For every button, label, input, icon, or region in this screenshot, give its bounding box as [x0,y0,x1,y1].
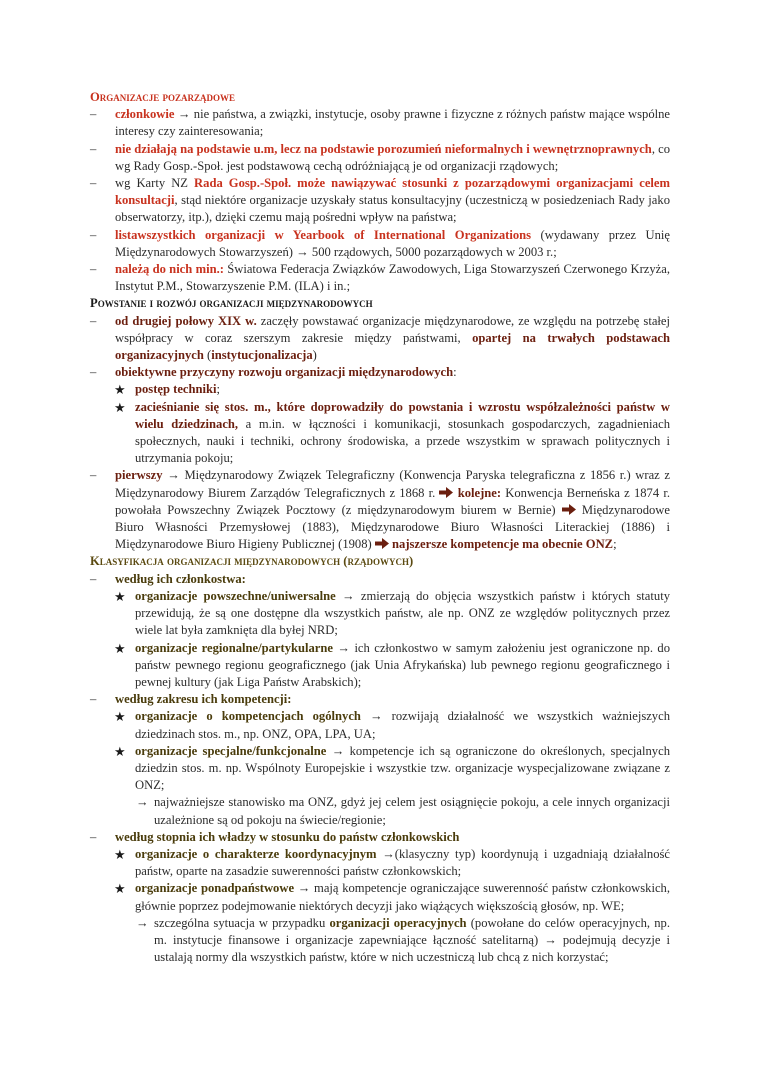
list-item: – wg Karty NZ Rada Gosp.-Społ. może nawiązywać stosunki z pozarządowymi organizacjami celem konsultacji, stąd niektóre organizacje uzyskały status konsultacyjny (uczestniczą w posiedzeniach Rady jako obserwatorzy, itp.), dzięki czemu mają pośredni wpływ na państwa; [90,176,670,225]
section-heading-classification: Klasyfikacja organizacji międzynarodowych (rządowych) [90,554,414,569]
list-item: – według ich członkostwa: [90,571,670,588]
sub-list-item: ★ zacieśnianie się stos. m., które doprowadziły do powstania i wzrostu współzależności państw w wielu dziedzinach, a m.in. w łączności i komunikacji, stosunkach gospodarczych, zagadnieniach społecznych, nauki i techniki, ochrony środowiska, a przede wszystkim w sprawach politycznych i utrzymania pokoju; [114,399,671,466]
star-bullet-icon: ★ [114,846,126,862]
dash-marker: – [90,262,97,277]
dash-marker: – [90,365,97,380]
sub-list-item: ★ organizacje o kompetencjach ogólnych → rozwijają działalność we wszystkich ważniejszych dziedzinach stos. m., np. ONZ, OPA, LPA, UA; [114,709,670,741]
right-bold-arrow-icon [375,538,389,549]
star-bullet-icon: ★ [114,382,126,398]
dash-marker: – [90,176,97,191]
list-item: – nie działają na podstawie u.m, lecz na podstawie porozumień nieformalnych i wewnętrznoprawnych, co wg Rady Gosp.-Społ. jest podstawową cechą odróżniającą je od organizacji rządowych; [90,141,671,173]
dash-marker: – [90,141,97,156]
dash-marker: – [90,313,97,328]
list-item: – listawszystkich organizacji w Yearbook of International Organizations (wydawany przez Unię Międzynarodowych Stowarzyszeń) → 500 rządowych, 5000 pozarządowych w 2003 r.; [90,227,670,259]
arrow-marker-icon: → [136,915,149,930]
sub-list-item: ★ organizacje o charakterze koordynacyjnym →(klasyczny typ) koordynują i uzgadniają działalność państw, oparte na zasadzie suwerenności państw członkowskich; [114,846,670,879]
star-bullet-icon: ★ [114,881,126,897]
dash-marker: – [90,468,97,483]
list-item: – według stopnia ich władzy w stosunku do państw członkowskich [90,829,670,846]
arrow-note: → najważniejsze stanowisko ma ONZ, gdyż jej celem jest osiągnięcie pokoju, a cele innych organizacji uzależnione są od pokoju na świecie/regionie; [136,795,670,827]
right-bold-arrow-icon [562,504,576,515]
document-body [90,89,670,966]
dash-marker: – [90,692,97,707]
dash-marker: – [90,829,97,844]
list-item: – członkowie → nie państwa, a związki, instytucje, osoby prawne i fizyczne z różnych państw mające wspólne interesy czy zainteresowania; [90,107,670,139]
section-heading-ngo: Organizacje pozarządowe [90,90,235,104]
sub-list-item: ★ postęp techniki; [114,382,221,398]
list-item: – od drugiej połowy XIX w. zaczęły powstawać organizacje międzynarodowe, ze względu na potrzebę stałej współpracy w coraz szerszym zakresie między państwami, opartej na trwałych podstawach organizacyjnych (instytucjonalizacja) [90,313,670,363]
arrow-note: → szczególna sytuacja w przypadku organizacji operacyjnych (powołane do celów operacyjnych, np. m. instytucje finansowe i organizacje zapewniające łączność satelitarną) → podejmują decyzje i ustalają normy dla wszystkich państw, które w nich uczestniczą lub chcą z nich korzystać; [136,915,670,965]
list-item: – pierwszy → Międzynarodowy Związek Telegraficzny (Konwencja Paryska telegraficzna z 1856 r.) wraz z Międzynarodowy Biurem Zarządów Telegraficznych z 1868 r. kolejne: Konwencja Berneńska z 1874 r. powołała Powszechny Związek Pocztowy (z międzynarodowym biurem w Bernie) Międzynarodowe Biuro Własności Przemysłowej (1883), Międzynarodowe Biuro Własności Literackiej (1886) i Międzynarodowe Biuro Higieny Publicznej (1908) najszersze kompetencje ma obecnie ONZ; [90,468,670,552]
dash-marker: – [90,107,97,122]
arrow-marker-icon: → [136,795,149,810]
sub-list-item: ★ organizacje regionalne/partykularne → ich członkostwo w samym założeniu jest ograniczone np. do państw pewnego regionu geograficznego (jak Unia Afrykańska) lub pewnego regionu geograficznego i pewnej kultury (jak Liga Państw Arabskich); [114,640,670,689]
star-bullet-icon: ★ [114,399,126,415]
right-bold-arrow-icon [439,487,453,498]
dash-marker: – [90,227,97,242]
section-heading-origins: Powstanie i rozwój organizacji międzynarodowych [90,296,373,311]
dash-marker: – [90,571,97,586]
sub-list-item: ★ organizacje powszechne/uniwersalne → zmierzają do objęcia wszystkich państw i których statuty przewidują, że są one dostępne dla wszystkich państw, ale np. ONZ ze względów politycznych przez wiele lat była zamknięta dla byłej NRD; [114,588,670,638]
star-bullet-icon: ★ [114,709,126,725]
star-bullet-icon: ★ [114,588,126,604]
star-bullet-icon: ★ [114,640,126,656]
list-item: – obiektywne przyczyny rozwoju organizacji międzynarodowych: [90,364,670,381]
sub-list-item: ★ organizacje ponadpaństwowe → mają kompetencje ograniczające suwerenność państw członkowskich, głównie poprzez podejmowanie niektórych decyzji jako wiążących większością głosów, np. WE; [114,881,670,913]
sub-list-item: ★ organizacje specjalne/funkcjonalne → kompetencje ich są ograniczone do określonych, specjalnych dziedzin stos. m. np. Wspólnoty Europejskie i wszystkie tzw. organizacje wyspecjalizowane związane z ONZ; [114,743,670,793]
star-bullet-icon: ★ [114,743,126,759]
list-item: – należą do nich min.: Światowa Federacja Związków Zawodowych, Liga Stowarzyszeń Czerwonego Krzyża, Instytut P.M., Stowarzyszenie P.M. (ILA) i in.; [90,262,670,294]
list-item: – według zakresu ich kompetencji: [90,691,670,708]
